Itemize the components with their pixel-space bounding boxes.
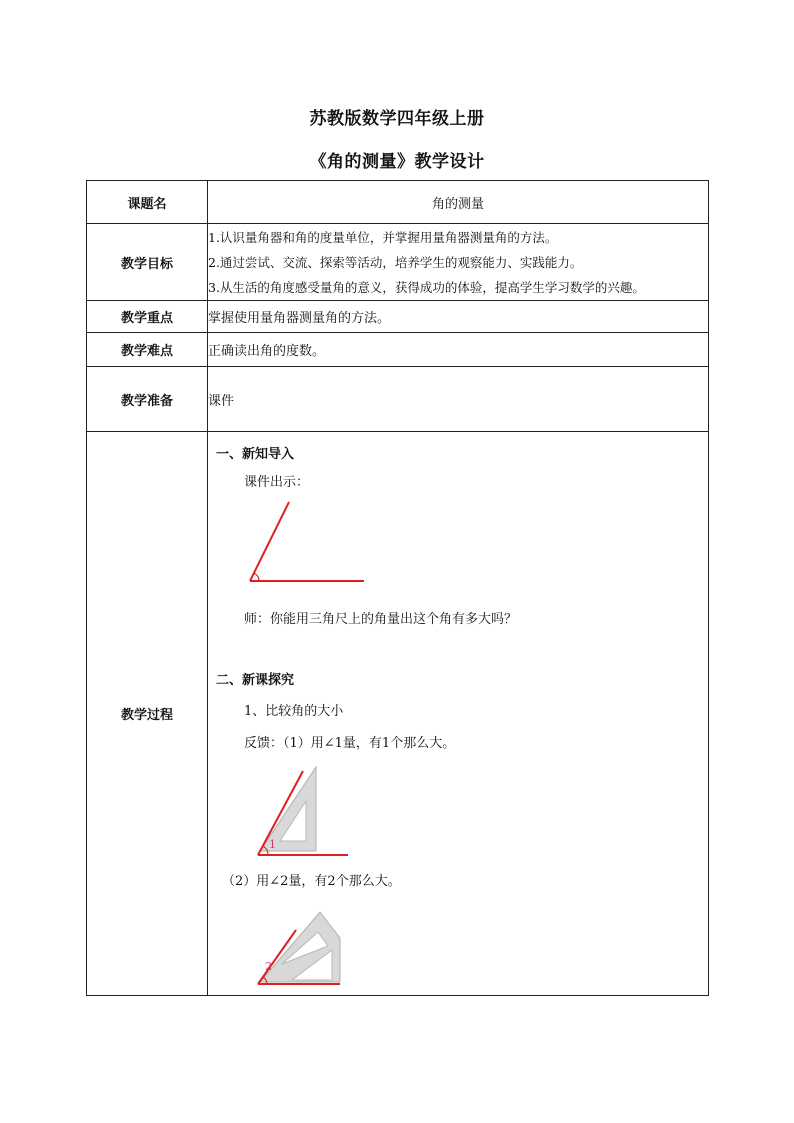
intro-angle-figure (244, 500, 374, 590)
courseware-show: 课件出示： (244, 475, 310, 490)
difficulty-label: 教学难点 (87, 333, 208, 367)
topic-label: 课题名 (87, 181, 208, 224)
row-topic (87, 181, 709, 224)
row-key-point (87, 301, 709, 333)
row-preparation (87, 367, 709, 432)
document-subtitle: 《角的测量》教学设计 (309, 152, 485, 172)
key-point-label: 教学重点 (87, 301, 208, 333)
row-process (87, 432, 709, 996)
preparation-value: 课件 (208, 367, 709, 432)
key-point-value: 掌握使用量角器测量角的方法。 (208, 301, 709, 333)
angle-arc (254, 573, 259, 581)
goals-list (208, 224, 709, 301)
teacher-question: 师：你能用三角尺上的角量出这个角有多大吗？ (244, 612, 518, 627)
preparation-label: 教学准备 (87, 367, 208, 432)
process-label: 教学过程 (87, 432, 208, 996)
feedback-1: 反馈：（1）用∠1量，有1个那么大。 (244, 736, 456, 751)
goal-item: 2.通过尝试、交流、探索等活动，培养学生的观察能力、实践能力。 (208, 254, 583, 270)
angle-label-2: 2 (265, 960, 272, 973)
set-square-angle1-figure (248, 759, 358, 859)
goal-item: 1.认识量角器和角的度量单位，并掌握用量角器测量角的方法。 (208, 229, 558, 245)
document-title: 苏教版数学四年级上册 (309, 109, 485, 129)
step1-heading: 1、比较角的大小 (244, 704, 344, 719)
row-difficulty (87, 333, 709, 367)
angle-label-1: 1 (269, 838, 276, 851)
row-goals (87, 224, 709, 301)
goals-label: 教学目标 (87, 224, 208, 301)
set-square-angle2-figure (248, 902, 358, 992)
difficulty-value: 正确读出角的度数。 (208, 333, 709, 367)
angle-ray (250, 502, 289, 581)
section2-heading: 二、新课探究 (216, 673, 295, 688)
process-content (208, 432, 709, 996)
section1-heading: 一、新知导入 (216, 447, 295, 462)
lesson-plan-table (86, 180, 709, 996)
feedback-2: （2）用∠2量，有2个那么大。 (222, 874, 401, 889)
goal-item: 3.从生活的角度感受量角的意义，获得成功的体验，提高学生学习数学的兴趣。 (208, 279, 645, 295)
topic-value: 角的测量 (208, 181, 709, 224)
